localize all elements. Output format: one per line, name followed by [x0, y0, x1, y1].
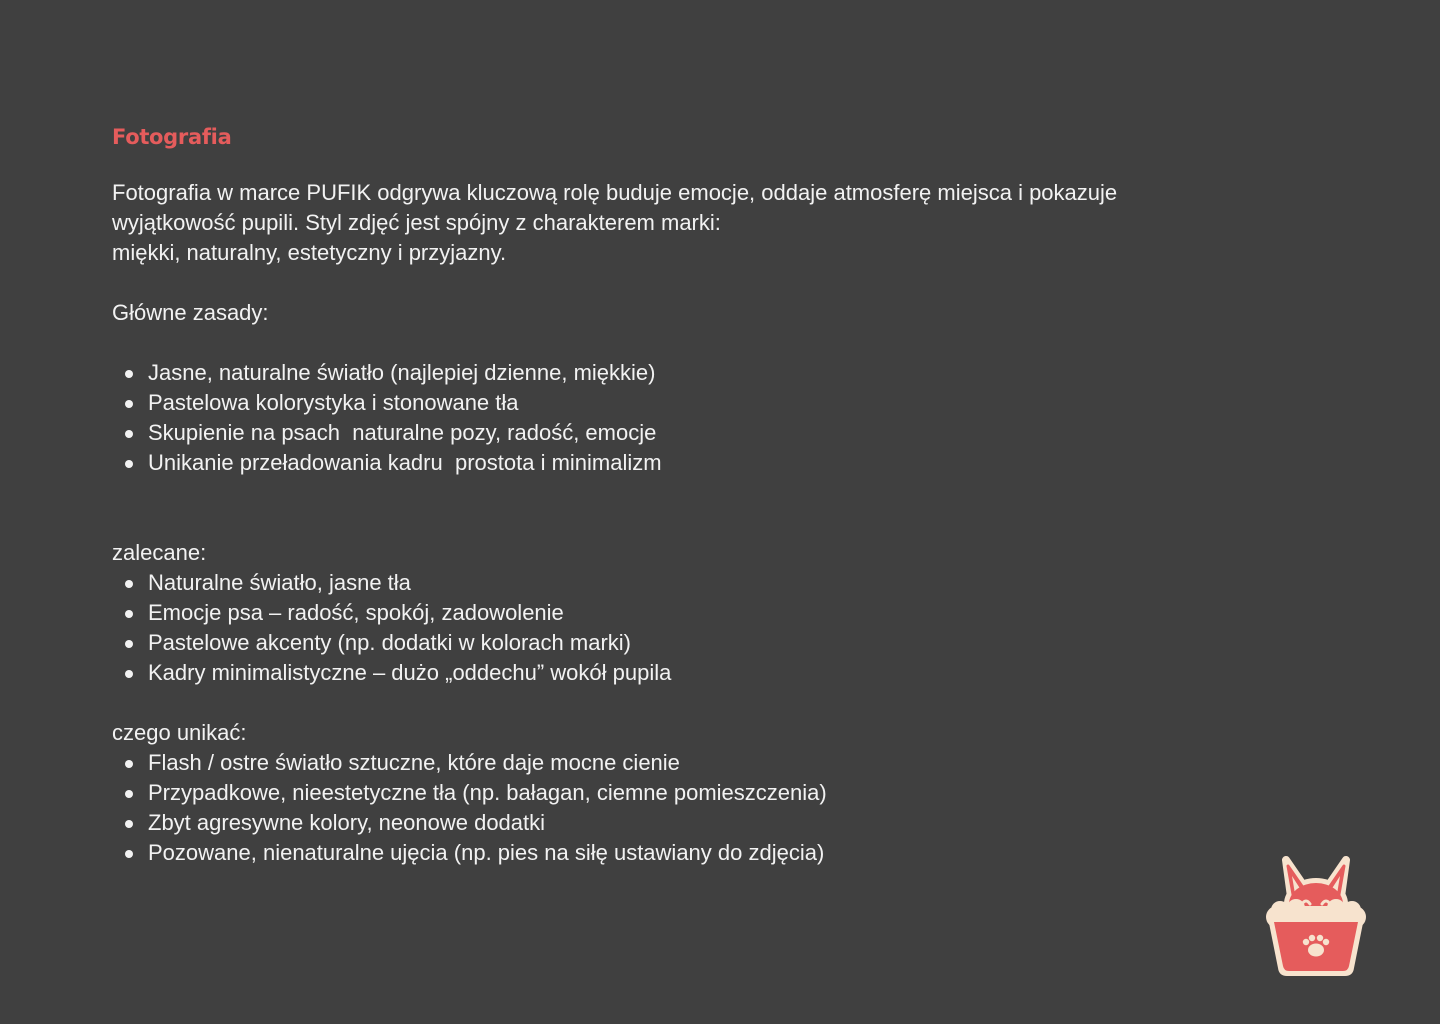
list-item: Zbyt agresywne kolory, neonowe dodatki — [112, 808, 1232, 838]
list-item: Flash / ostre światło sztuczne, które daje mocne cienie — [112, 748, 1232, 778]
spacer — [112, 478, 1232, 538]
content — [112, 124, 1232, 868]
page-title: Fotografia — [112, 125, 232, 149]
list-item: Jasne, naturalne światło (najlepiej dzienne, miękkie) — [112, 358, 1232, 388]
recommended-label: zalecane: — [112, 540, 207, 565]
list-item: Naturalne światło, jasne tła — [112, 568, 1232, 598]
intro-paragraph: Fotografia w marce PUFIK odgrywa kluczową rolę buduje emocje, oddaje atmosferę miejsca i pokazuje wyjątkowość pupili. Styl zdjęć jest spójny z charakterem marki: miękki, naturalny, estetyczny i przyjazny. — [112, 180, 1118, 265]
list-item: Przypadkowe, nieestetyczne tła (np. bałagan, ciemne pomieszczenia) — [112, 778, 1232, 808]
avoid-label: czego unikać: — [112, 720, 247, 745]
dog-in-basket-logo-icon — [1262, 854, 1370, 978]
list-item: Unikanie przeładowania kadru prostota i minimalizm — [112, 448, 1232, 478]
list-item: Pastelowe akcenty (np. dodatki w kolorach marki) — [112, 628, 1232, 658]
list-item: Skupienie na psach naturalne pozy, radość, emocje — [112, 418, 1232, 448]
spacer — [112, 268, 1232, 298]
spacer — [112, 688, 1232, 718]
main-rules-label: Główne zasady: — [112, 300, 269, 325]
list-item: Kadry minimalistyczne – dużo „oddechu” wokół pupila — [112, 658, 1232, 688]
spacer — [112, 328, 1232, 358]
list-item: Emocje psa – radość, spokój, zadowolenie — [112, 598, 1232, 628]
recommended-list — [112, 568, 1232, 688]
main-rules-list — [112, 358, 1232, 478]
list-item: Pastelowa kolorystyka i stonowane tła — [112, 388, 1232, 418]
list-item: Pozowane, nienaturalne ujęcia (np. pies na siłę ustawiany do zdjęcia) — [112, 838, 1232, 868]
avoid-list — [112, 748, 1232, 868]
